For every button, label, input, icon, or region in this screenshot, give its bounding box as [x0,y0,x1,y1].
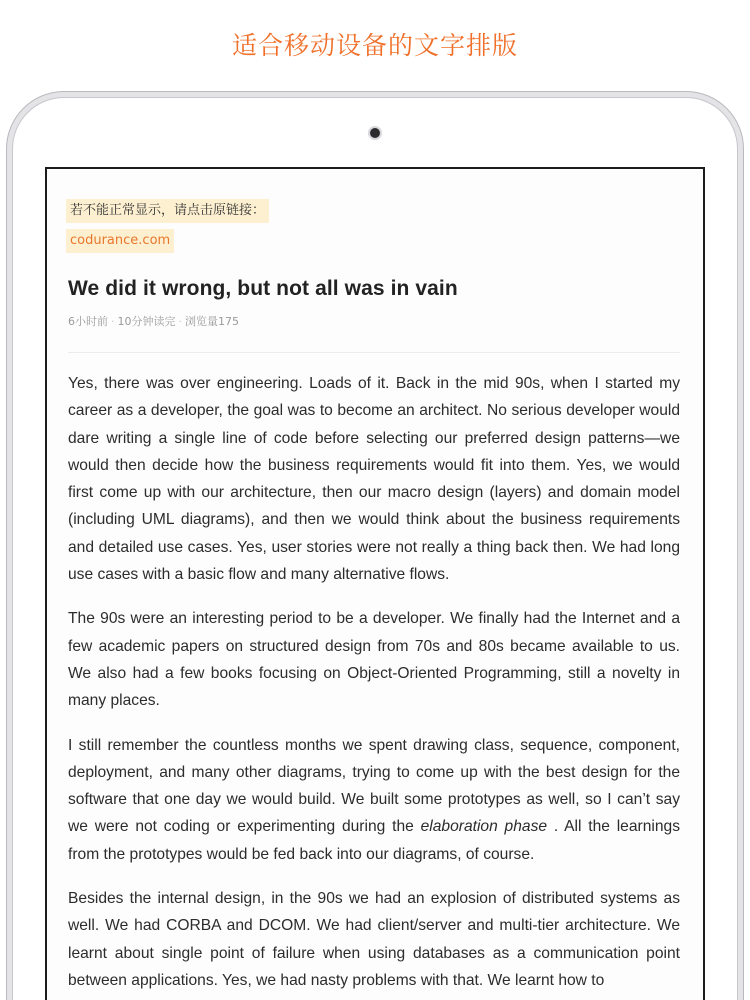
divider [68,352,680,353]
meta-read-time: 10分钟读完 [117,315,176,328]
source-link[interactable]: codurance.com [66,229,174,253]
notice-text: 若不能正常显示，请点击原链接： [66,199,269,223]
article-container [68,199,680,994]
article-paragraph: Besides the internal design, in the 90s we had an explosion of distributed systems as well. We had CORBA and DCOM. We had client/server and multi-tier architecture. We learnt about single point of failure when using databases as a communication point between applications. Yes, we had nasty problems with that. We learnt how to [68,890,680,989]
camera-dot [370,128,380,138]
promo-headline: 适合移动设备的文字排版 [231,31,518,60]
paragraph-text: I still remember the countless months we spent drawing class, sequence, component, deployment, and many other diagrams, trying to come up with the best design for the software that one day we would build. We built some prototypes as well, so I can’t say we were not coding or experimenting during the [68,736,680,836]
meta-time: 6小时前 [68,315,108,328]
article-title: We did it wrong, but not all was in vain [68,277,458,300]
article-paragraph: Yes, there was over engineering. Loads of it. Back in the mid 90s, when I started my career as a developer, the goal was to become an architect. No serious developer would dare writing a single line of code before selecting our preferred design patterns—we would then decide how the business requirements would fit into them. Yes, we would first come up with our architecture, then our macro design (layers) and domain model (including UML diagrams), and then we would think about the business requirements and detailed use cases. Yes, user stories were not really a thing back then. We had long use cases with a basic flow and many alternative flows. [68,375,680,584]
meta-separator: · [111,315,115,328]
article-meta [68,314,680,330]
article-paragraph: The 90s were an interesting period to be a developer. We finally had the Internet and a few academic papers on structured design from 70s and 80s became available to us. We also had a few books focusing on Object-Oriented Programming, still a novelty in many places. [68,610,680,710]
emphasis-text: elaboration phase [420,818,548,836]
paragraph-text: . All the learnings from the prototypes would be fed back into our diagrams, of course. [68,818,680,863]
meta-views: 浏览量175 [185,315,239,328]
article-paragraph [68,732,680,868]
meta-separator: · [178,315,182,328]
tablet-screen [45,167,705,1000]
